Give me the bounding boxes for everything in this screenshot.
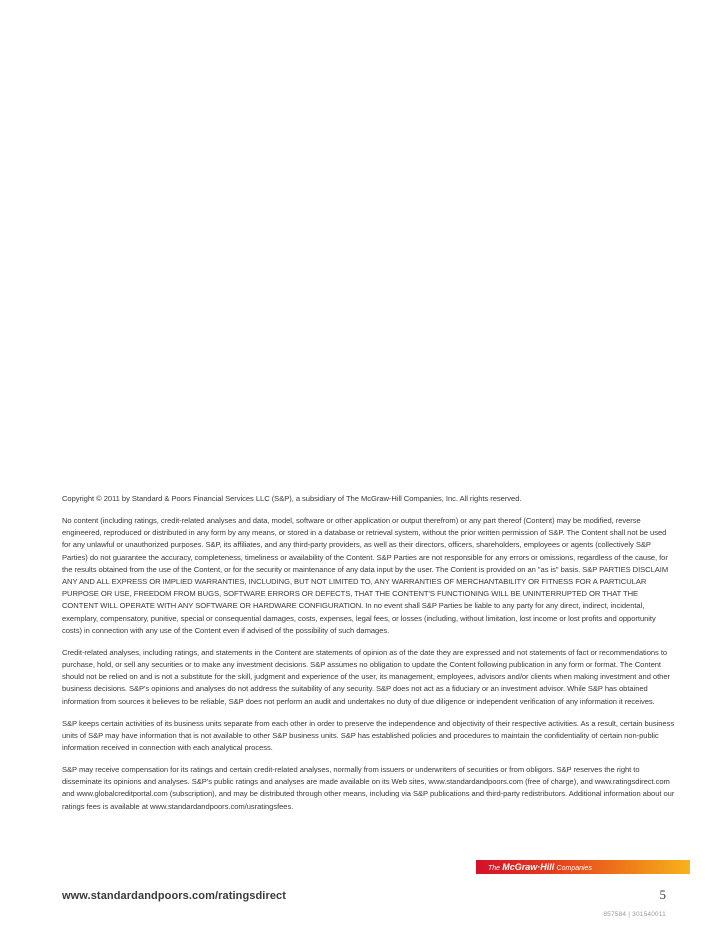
disclaimer-paragraph-content: No content (including ratings, credit-related analyses and data, model, software or other application or output therefrom) or any part thereof (Content) may be modified, reverse engineered, reproduced or distributed in any form by any means, or stored in a database or retrieval system, without the prior written permission of S&P. The Content shall not be used for any unlawful or unauthorized purposes. S&P, its affiliates, and any third-party providers, as well as their directors, officers, shareholders, employees or agents (collectively S&P Parties) do not guarantee the accuracy, completeness, timeliness or availability of the Content. S&P Parties are not responsible for any errors or omissions, regardless of the cause, for the results obtained from the use of the Content, or for the security or maintenance of any data input by the user. The Content is provided on an "as is" basis. S&P PARTIES DISCLAIM ANY AND ALL EXPRESS OR IMPLIED WARRANTIES, INCLUDING, BUT NOT LIMITED TO, ANY WARRANTIES OF MERCHANTABILITY OR FITNESS FOR A PARTICULAR PURPOSE OR USE, FREEDOM FROM BUGS, SOFTWARE ERRORS OR DEFECTS, THAT THE CONTENT'S FUNCTIONING WILL BE UNINTERRUPTED OR THAT THE CONTENT WILL OPERATE WITH ANY SOFTWARE OR HARDWARE CONFIGURATION. In no event shall S&P Parties be liable to any party for any direct, indirect, incidental, exemplary, compensatory, punitive, special or consequential damages, costs, expenses, legal fees, or losses (including, without limitation, lost income or lost profits and opportunity costs) in connection with any use of the Content even if advised of the possibility of such damages. [62, 516, 669, 635]
page-number: 5 [659, 887, 666, 902]
logo-the: The [488, 865, 501, 872]
footer-website-link[interactable]: www.standardandpoors.com/ratingsdirect [62, 890, 287, 902]
mcgraw-hill-logo [488, 861, 592, 875]
disclaimer-paragraph-compensation: S&P may receive compensation for its ratings and certain credit-related analyses, normally from issuers or underwriters of securities or from obligors. S&P reserves the right to disseminate its opinions and analyses. S&P's public ratings and analyses are made available on its Web sites, www.standardandpoors.com (free of charge), and www.ratingsdirect.com and www.globalcreditportal.com (subscription), and may be distributed through other means, including via S&P publications and third-party redistributors. Additional information about our ratings fees is available at www.standardandpoors.com/usratingsfees. [62, 765, 675, 811]
document-code: 857584 | 301540011 [603, 911, 666, 918]
disclaimer-paragraph-business-units: S&P keeps certain activities of its business units separate from each other in order to preserve the independence and objectivity of their respective activities. As a result, certain business units of S&P may have information that is not available to other S&P business units. S&P has established policies and procedures to maintain the confidentiality of certain non-public information received in connection with each analytical process. [62, 718, 675, 753]
legal-disclaimer [62, 493, 676, 823]
disclaimer-paragraph-opinions: Credit-related analyses, including ratings, and statements in the Content are statements of opinion as of the date they are expressed and not statements of fact or recommendations to purchase, hold, or sell any securities or to make any investment decisions. S&P assumes no obligation to update the Content following publication in any form or format. The Content should not be relied on and is not a substitute for the skill, judgment and experience of the user, its management, employees, advisors and/or clients when making investment and other business decisions. S&P's opinions and analyses do not address the suitability of any security. S&P does not act as a fiduciary or an investment advisor. While S&P has obtained information from sources it believes to be reliable, S&P does not perform an audit and undertakes no duty of due diligence or independent verification of any information it receives. [62, 647, 670, 706]
logo-name: McGraw·Hill [502, 862, 555, 872]
logo-companies: Companies [556, 865, 592, 872]
mcgraw-hill-logo-bar [476, 860, 690, 874]
copyright-notice: Copyright © 2011 by Standard & Poors Financial Services LLC (S&P), a subsidiary of The McGraw-Hill Companies, Inc. All rights reserved. [62, 494, 522, 503]
